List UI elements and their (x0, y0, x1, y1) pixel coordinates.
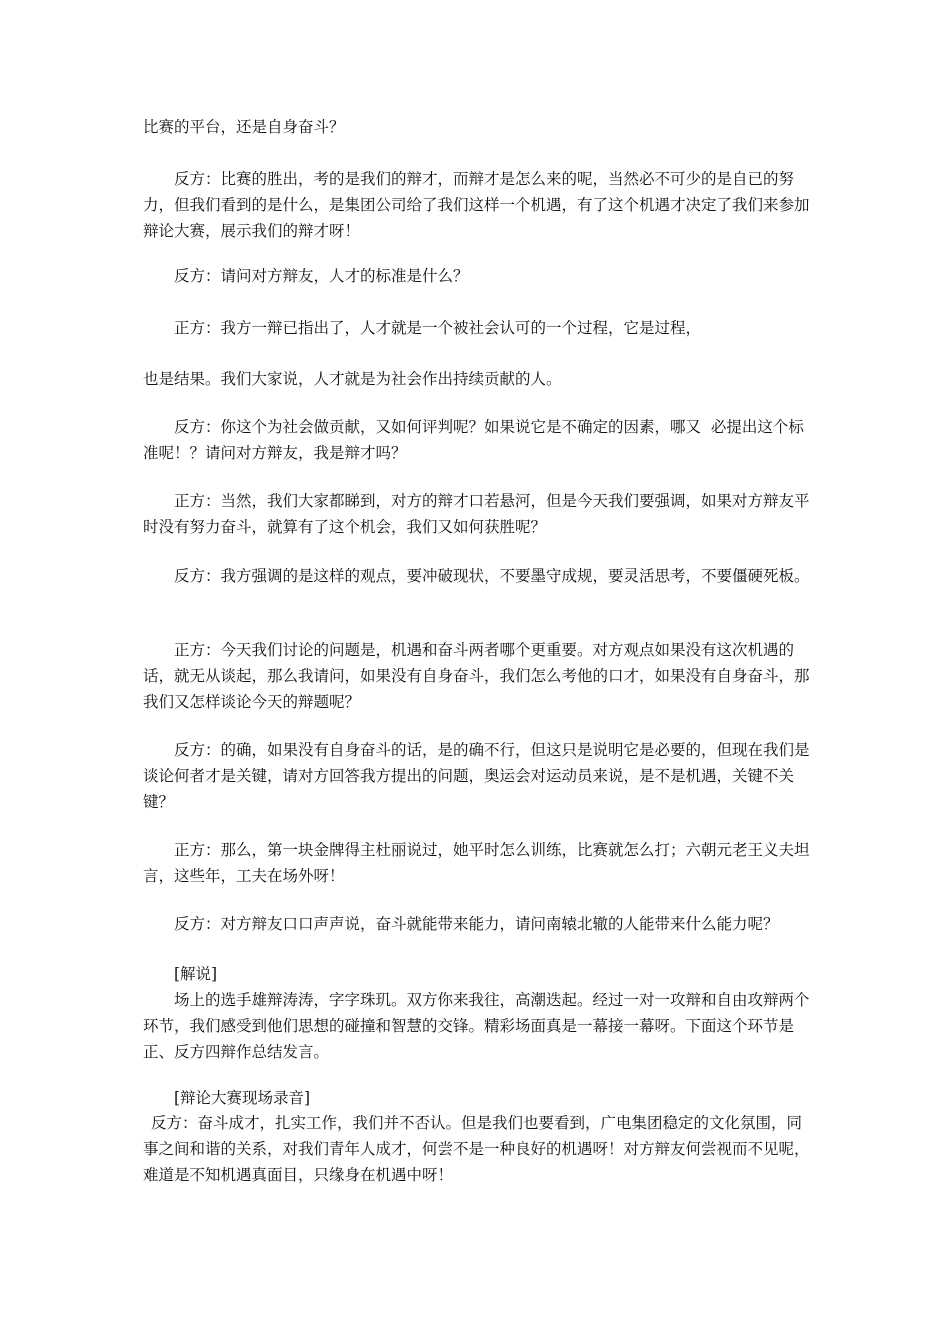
section-heading-commentary: [解说] (174, 965, 218, 983)
paragraph-con-4: 反方：我方强调的是这样的观点，要冲破现状，不要墨守成规，要灵活思考，不要僵硬死板。 (174, 567, 810, 585)
paragraph-pro-4: 正方：那么，第一块金牌得主杜丽说过，她平时怎么训练，比赛就怎么打；六朝元老王义夫坦言，这些年，工夫在场外呀！ (143, 841, 810, 885)
paragraph-pro-1: 正方：我方一辩已指出了，人才就是一个被社会认可的一个过程，它是过程， (174, 319, 702, 337)
paragraph-con-2: 反方：请问对方辩友，人才的标准是什么？ (174, 267, 469, 285)
paragraph-pro-3: 正方：今天我们讨论的问题是，机遇和奋斗两者哪个更重要。对方观点如果没有这次机遇的话，就无从谈起，那么我请问，如果没有自身奋斗，我们怎么考他的口才，如果没有自身奋斗，那我们又怎样谈论今天的辩题呢？ (143, 641, 810, 711)
paragraph-pro-1-cont: 也是结果。我们大家说，人才就是为社会作出持续贡献的人。 (143, 370, 562, 388)
paragraph-commentary: 场上的选手雄辩涛涛，字字珠玑。双方你来我往，高潮迭起。经过一对一攻辩和自由攻辩两个环节，我们感受到他们思想的碰撞和智慧的交锋。精彩场面真是一幕接一幕呀。下面这个环节是正、反方四辩作总结发言。 (143, 991, 810, 1061)
paragraph-con-6: 反方：对方辩友口口声声说，奋斗就能带来能力，请问南辕北辙的人能带来什么能力呢？ (174, 915, 779, 933)
paragraph-pro-2: 正方：当然，我们大家都睇到，对方的辩才口若悬河，但是今天我们要强调，如果对方辩友平时没有努力奋斗，就算有了这个机会，我们又如何获胜呢？ (143, 492, 810, 536)
paragraph-con-closing: 反方：奋斗成才，扎实工作，我们并不否认。但是我们也要看到，广电集团稳定的文化氛围，同事之间和谐的关系，对我们青年人成才，何尝不是一种良好的机遇呀！对方辩友何尝视而不见呢，难道是不知机遇真面目，只缘身在机遇中呀！ (143, 1114, 810, 1184)
paragraph-con-3: 反方：你这个为社会做贡献，又如何评判呢？如果说它是不确定的因素，哪又 必提出这个标准呢！？请问对方辩友，我是辩才吗？ (143, 418, 804, 462)
paragraph-con-5: 反方：的确，如果没有自身奋斗的话，是的确不行，但这只是说明它是必要的，但现在我们是谈论何者才是关键，请对方回答我方提出的问题，奥运会对运动员来说，是不是机遇，关键不关键？ (143, 741, 810, 811)
section-heading-recording: [辩论大赛现场录音] (174, 1089, 311, 1107)
paragraph-con-1: 反方：比赛的胜出，考的是我们的辩才，而辩才是怎么来的呢，当然必不可少的是自已的努力，但我们看到的是什么，是集团公司给了我们这样一个机遇，有了这个机遇才决定了我们来参加辩论大赛，展示我们的辩才呀！ (143, 170, 810, 240)
paragraph-topic-question: 比赛的平台，还是自身奋斗？ (143, 118, 345, 136)
